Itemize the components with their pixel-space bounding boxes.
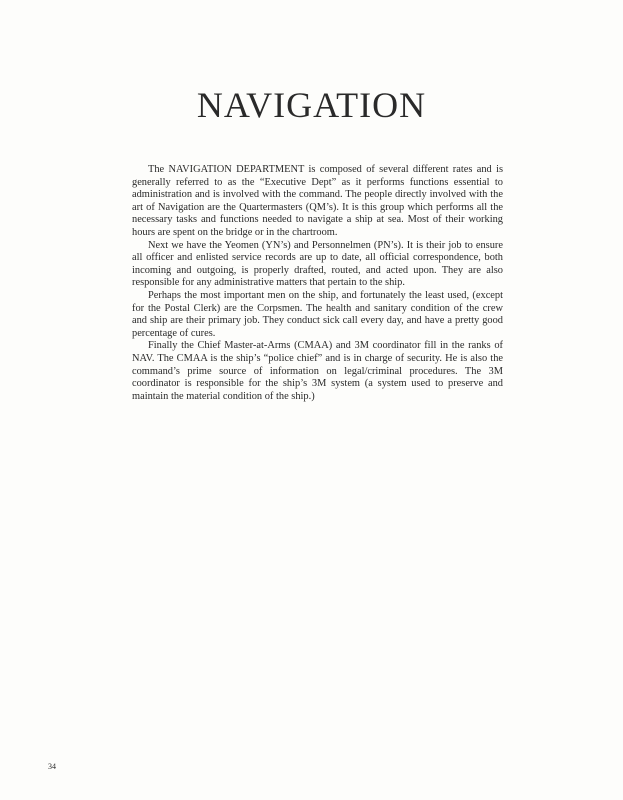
page-title: NAVIGATION: [196, 85, 427, 125]
paragraph-intro: The NAVIGATION DEPARTMENT is composed of several different rates and is generally referred to as the “Executive Dept” as it performs functions essential to administration and is involved with the command. The people directly involved with the art of Navigation are the Quartermasters (QM’s). It is this group which performs all the necessary tasks and functions needed to navigate a ship at sea. Most of their working hours are spent on the bridge or in the chartroom.: [132, 164, 503, 238]
paragraph-corpsmen: Perhaps the most important men on the ship, and fortunately the least used, (except for the Postal Clerk) are the Corpsmen. The health and sanitary condition of the crew and ship are their primary job. They conduct sick call every day, and have a pretty good percentage of cures.: [132, 289, 503, 339]
article-body: [132, 164, 503, 403]
paragraph-cmaa: Finally the Chief Master-at-Arms (CMAA) and 3M coordinator fill in the ranks of NAV. The CMAA is the ship’s “police chief” and is in charge of security. He is also the command’s prime source of information on legal/criminal procedures. The 3M coordinator is responsible for the ship’s 3M system (a system used to preserve and maintain the material condition of the ship.): [132, 340, 503, 402]
paragraph-yeomen: Next we have the Yeomen (YN’s) and Personnelmen (PN’s). It is their job to ensure all officer and enlisted service records are up to date, all official correspondence, both incoming and outgoing, is properly drafted, routed, and acted upon. They are also responsible for any administrative matters that pertain to the ship.: [132, 239, 503, 289]
page-number: 34: [48, 762, 56, 771]
